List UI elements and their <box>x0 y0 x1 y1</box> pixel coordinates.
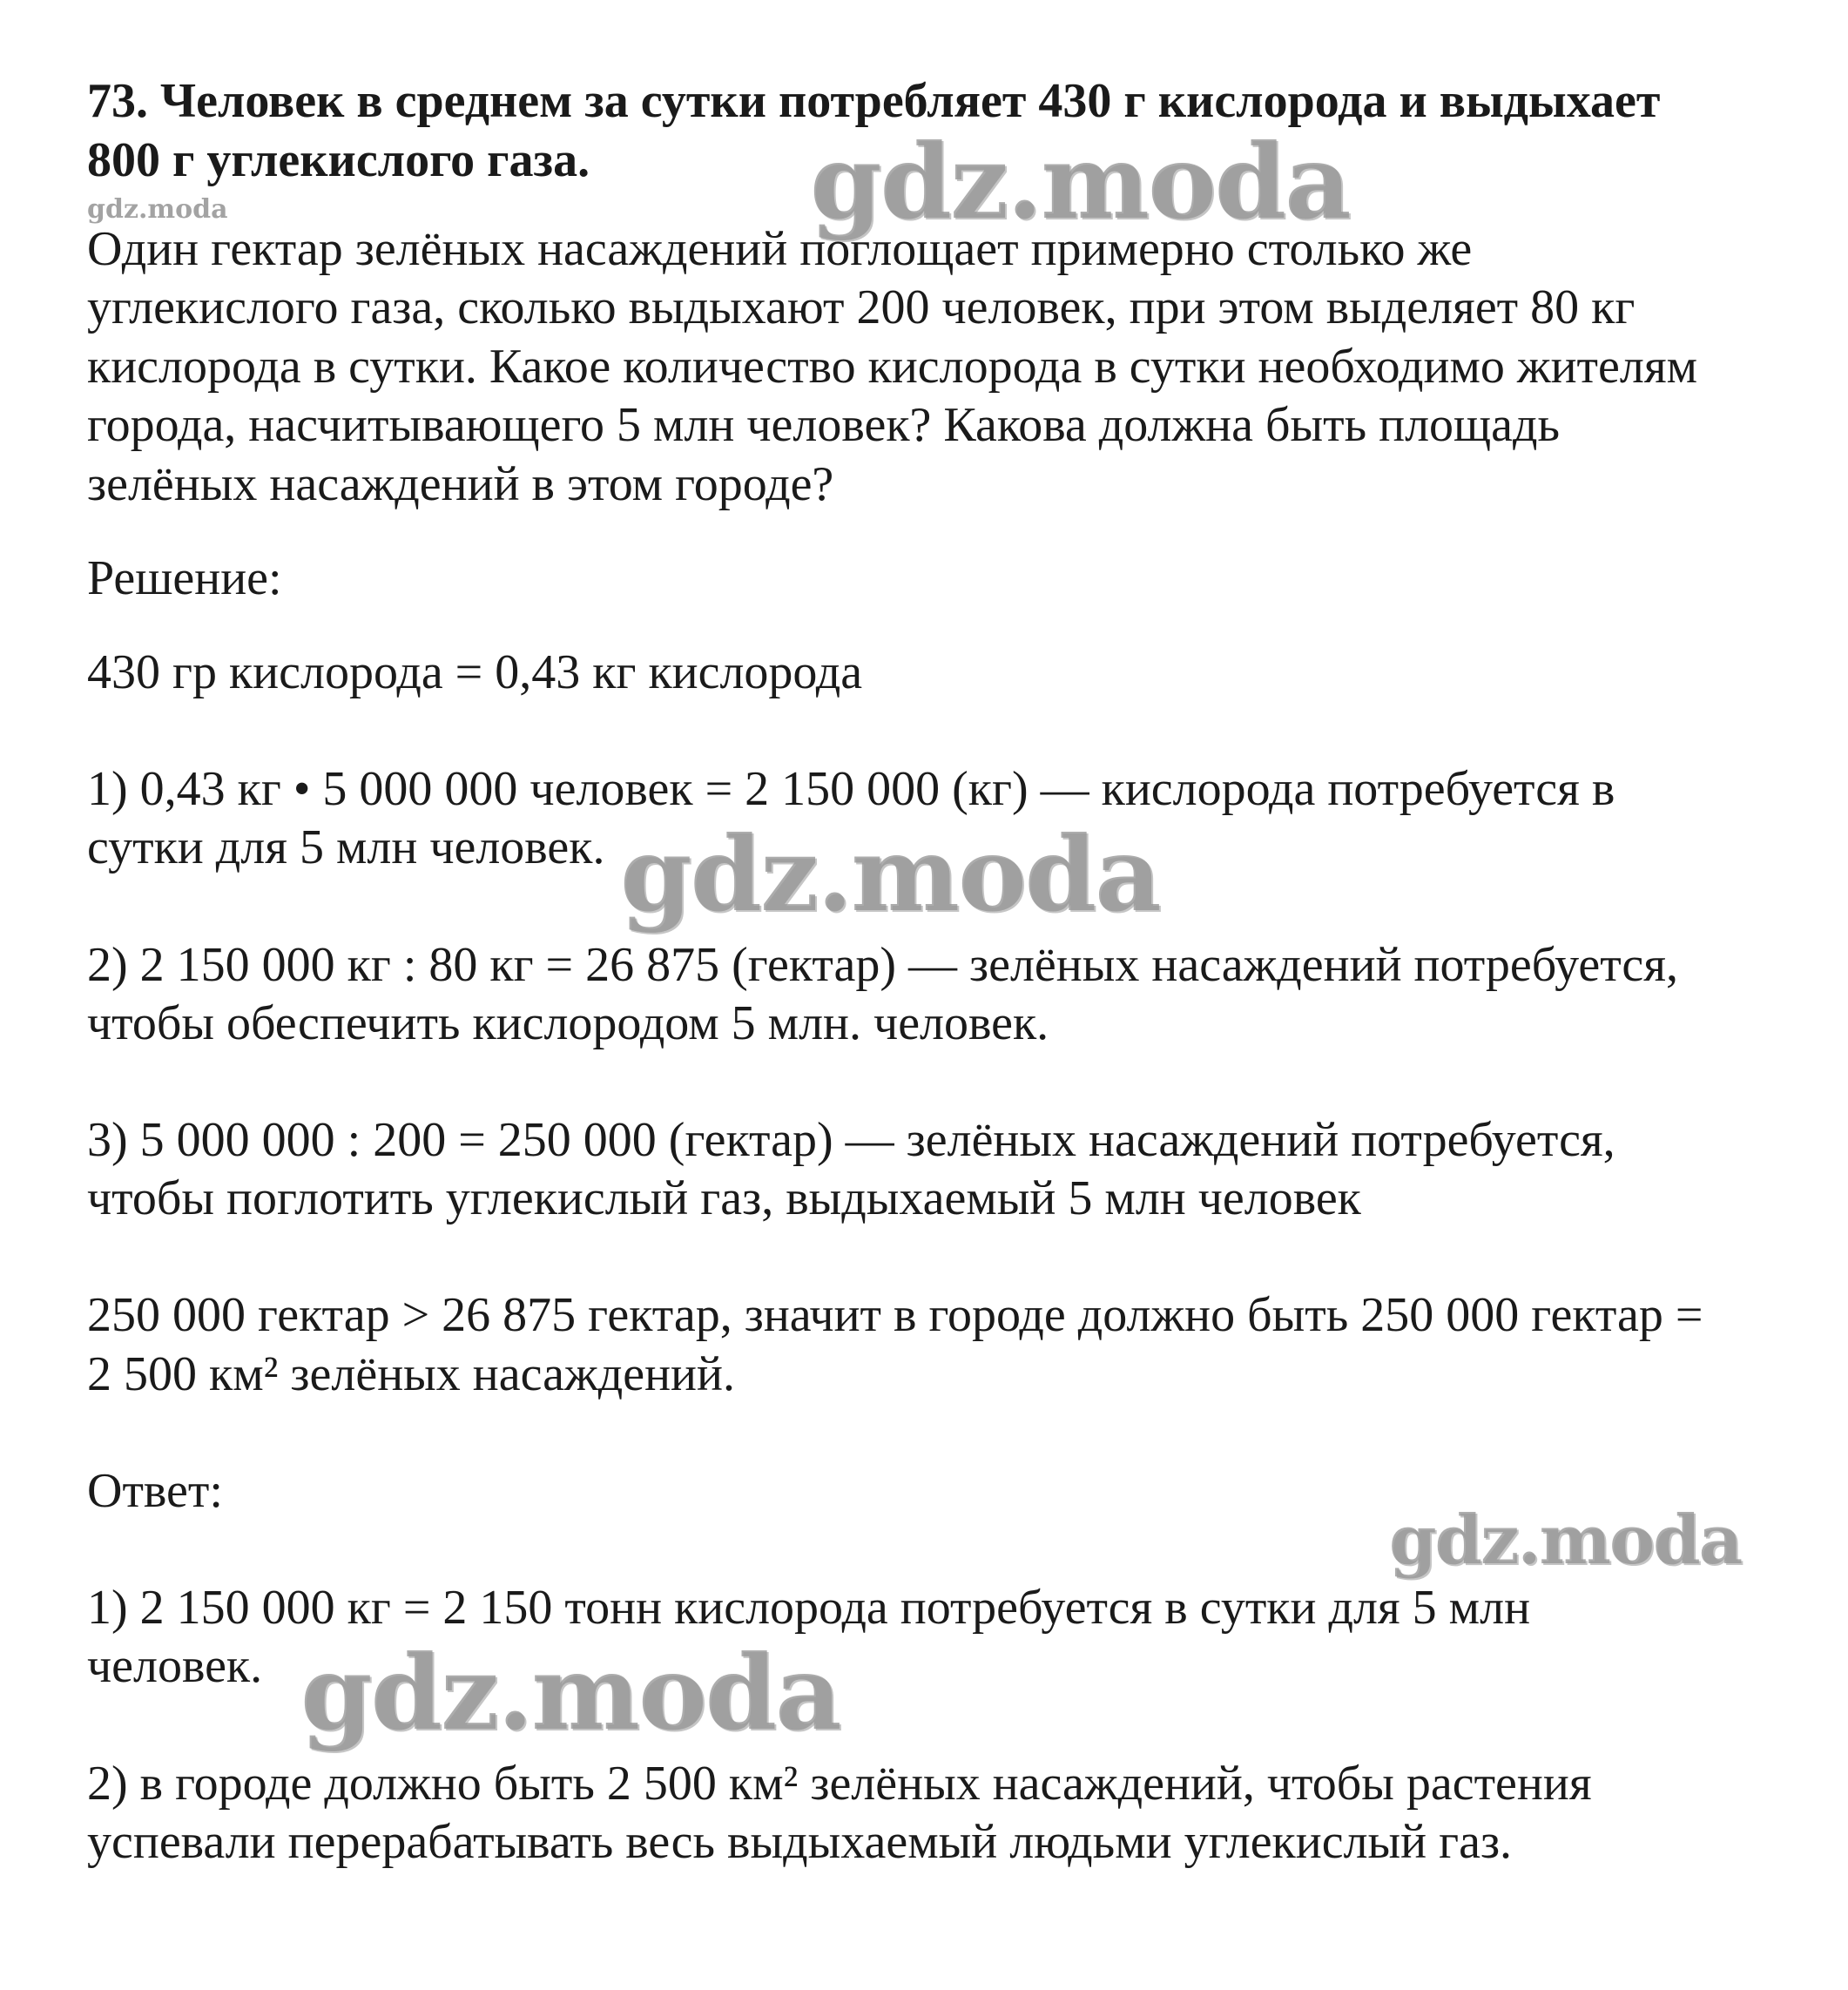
solution-heading: Решение: <box>87 551 282 605</box>
problem-title-line-1: 73. Человек в среднем за сутки потребляет 430 г кислорода и выдыхает <box>87 74 1661 128</box>
solution-step-1-line-2: сутки для 5 млн человек. <box>87 820 605 874</box>
answer-item-2-line-2: успевали перерабатывать весь выдыхаемый людьми углекислый газ. <box>87 1815 1513 1869</box>
answer-item-1-line-2: человек. <box>87 1639 263 1693</box>
watermark-large-2: gdz.moda <box>620 813 1160 934</box>
answer-item-1-line-1: 1) 2 150 000 кг = 2 150 тонн кислорода потребуется в сутки для 5 млн <box>87 1581 1531 1635</box>
solution-comparison-line-1: 250 000 гектар > 26 875 гектар, значит в городе должно быть 250 000 гектар = <box>87 1288 1703 1342</box>
problem-text-line-4: города, насчитывающего 5 млн человек? Какова должна быть площадь <box>87 398 1561 452</box>
answer-item-2-line-1: 2) в городе должно быть 2 500 км² зелёных насаждений, чтобы растения <box>87 1757 1592 1811</box>
solution-step-3-line-2: чтобы поглотить углекислый газ, выдыхаемый 5 млн человек <box>87 1171 1361 1225</box>
problem-text-line-3: кислорода в сутки. Какое количество кислорода в сутки необходимо жителям <box>87 340 1698 394</box>
problem-text-line-1: Один гектар зелёных насаждений поглощает примерно столько же <box>87 222 1473 276</box>
solution-conversion: 430 гр кислорода = 0,43 кг кислорода <box>87 645 863 699</box>
watermark-large-1: gdz.moda <box>810 121 1350 242</box>
watermark-small: gdz.moda <box>87 194 228 225</box>
solution-comparison-line-2: 2 500 км² зелёных насаждений. <box>87 1347 735 1401</box>
watermark-large-3: gdz.moda <box>1389 1501 1742 1580</box>
problem-text-line-5: зелёных насаждений в этом городе? <box>87 457 834 511</box>
problem-text-line-2: углекислого газа, сколько выдыхают 200 человек, при этом выделяет 80 кг <box>87 280 1636 334</box>
solution-step-2-line-2: чтобы обеспечить кислородом 5 млн. человек. <box>87 996 1049 1050</box>
answer-heading: Ответ: <box>87 1464 223 1518</box>
solution-step-1-line-1: 1) 0,43 кг • 5 000 000 человек = 2 150 000 (кг) — кислорода потребуется в <box>87 762 1615 816</box>
solution-step-2-line-1: 2) 2 150 000 кг : 80 кг = 26 875 (гектар) — зелёных насаждений потребуется, <box>87 938 1679 992</box>
solution-step-3-line-1: 3) 5 000 000 : 200 = 250 000 (гектар) — зелёных насаждений потребуется, <box>87 1113 1615 1167</box>
problem-title-line-2: 800 г углекислого газа. <box>87 133 590 187</box>
watermark-large-4: gdz.moda <box>300 1632 840 1753</box>
